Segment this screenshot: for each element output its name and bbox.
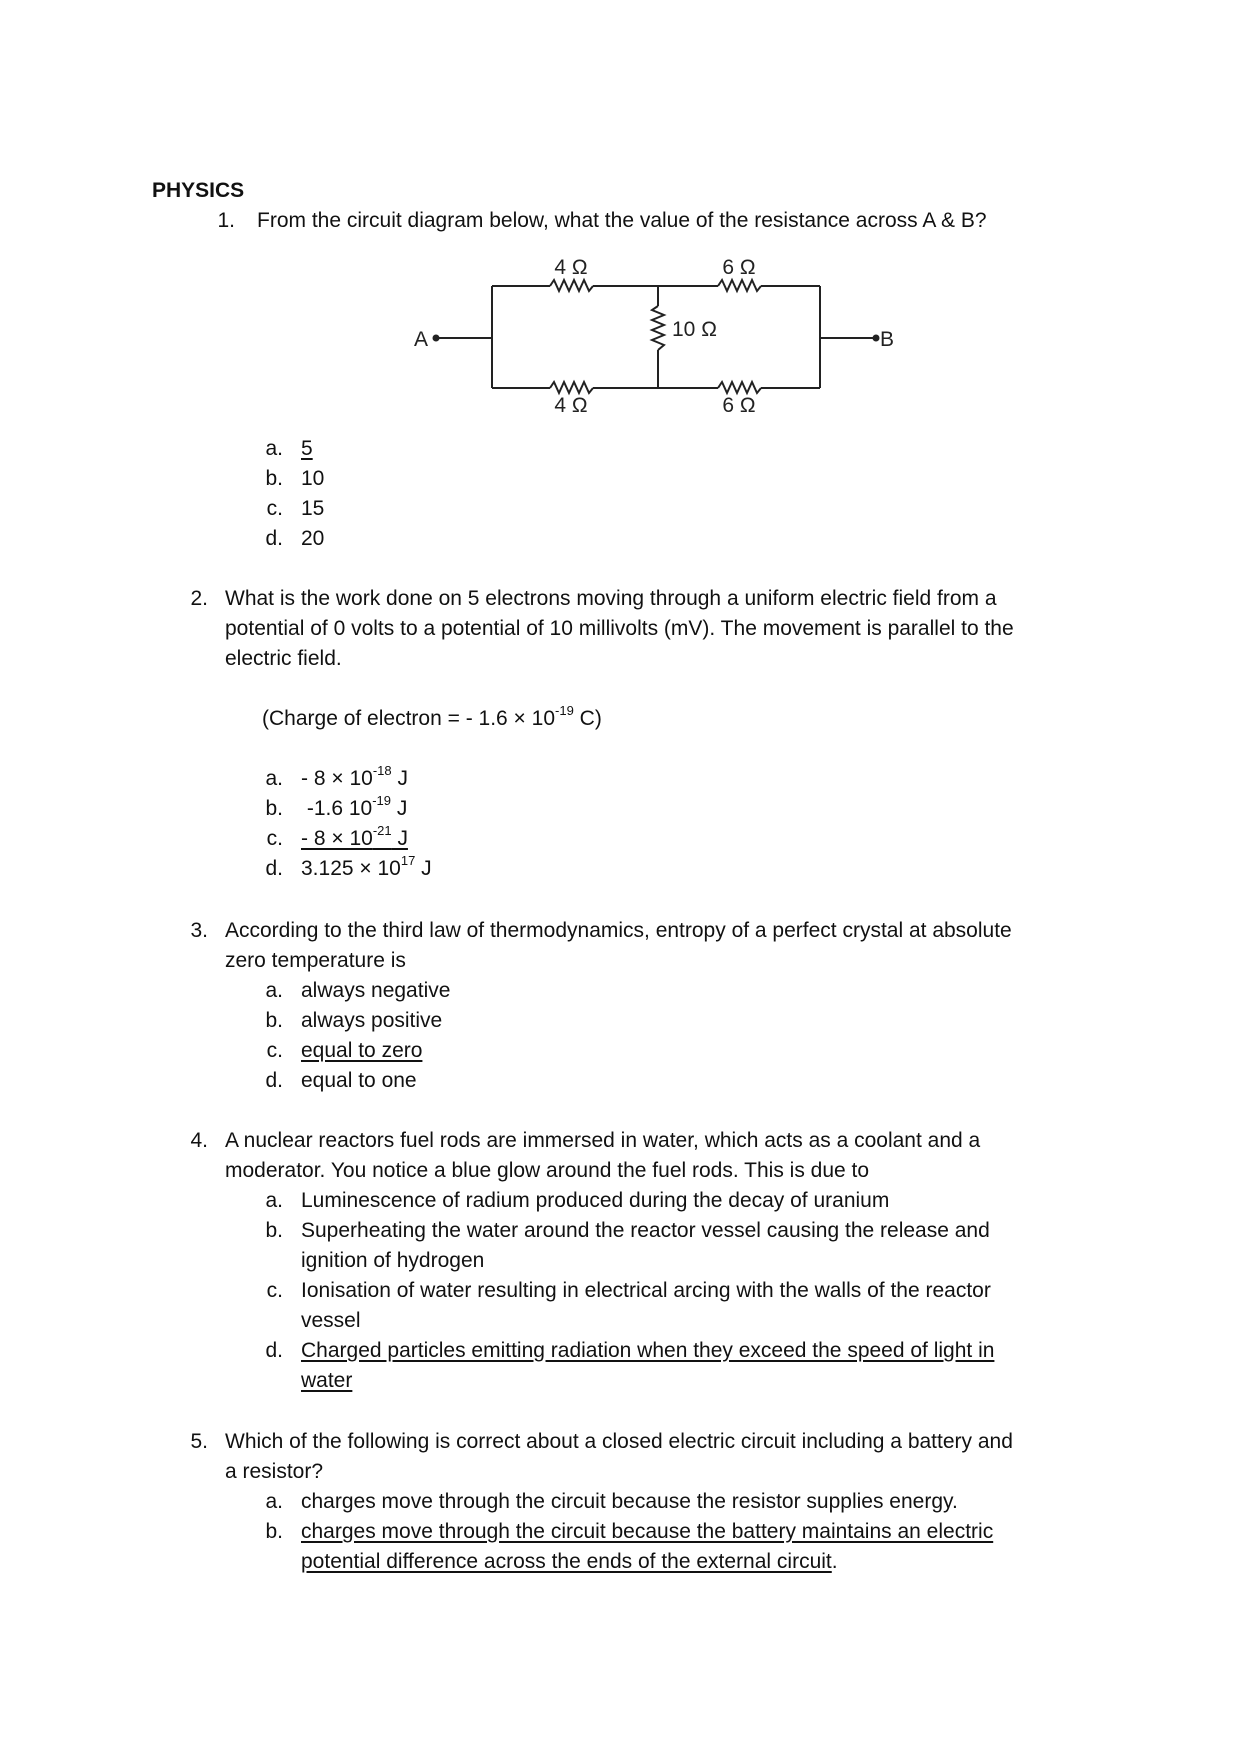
q3-option-d-text: equal to one bbox=[301, 1069, 417, 1092]
q4-option-c-letter: c. bbox=[266, 1279, 283, 1302]
q1-option-a-letter: a. bbox=[265, 437, 283, 460]
resistor-middle bbox=[652, 306, 664, 350]
q5-option-b-text-line-2: potential difference across the ends of the external circuit. bbox=[301, 1550, 838, 1573]
q3-option-c-letter: c. bbox=[266, 1039, 283, 1062]
q3-option-a-letter: a. bbox=[265, 979, 283, 1002]
q4-option-d-text-line-1: Charged particles emitting radiation when they exceed the speed of light in bbox=[301, 1339, 995, 1362]
resistor-bottom-right bbox=[718, 382, 761, 393]
question-1-number: 1. bbox=[217, 209, 235, 232]
question-3-number: 3. bbox=[190, 919, 208, 942]
q1-option-a-text: 5 bbox=[301, 437, 313, 460]
label-bottom-left-resistor: 4 Ω bbox=[554, 394, 588, 417]
q4-option-b-text-line-2: ignition of hydrogen bbox=[301, 1249, 485, 1272]
section-heading: PHYSICS bbox=[152, 179, 245, 202]
q1-option-d-text: 20 bbox=[301, 527, 325, 550]
q2-option-d-letter: d. bbox=[265, 857, 283, 880]
q4-option-a-letter: a. bbox=[265, 1189, 283, 1212]
q4-option-c-text-line-2: vessel bbox=[301, 1309, 361, 1332]
question-5-line-1: Which of the following is correct about a closed electric circuit including a battery and bbox=[225, 1430, 1013, 1453]
terminal-a-dot bbox=[433, 335, 440, 342]
question-5-number: 5. bbox=[190, 1430, 208, 1453]
question-2-number: 2. bbox=[190, 587, 208, 610]
resistor-top-left bbox=[550, 280, 593, 291]
terminal-b-label: B bbox=[880, 328, 895, 351]
q2-option-c-text: - $8 \times 10^{-21}$ J bbox=[301, 823, 408, 850]
q3-option-d-letter: d. bbox=[265, 1069, 283, 1092]
question-2-line-1: What is the work done on 5 electrons moving through a uniform electric field from a bbox=[225, 587, 997, 610]
q1-option-d-letter: d. bbox=[265, 527, 283, 550]
q1-option-c-letter: c. bbox=[266, 497, 283, 520]
q3-option-b-text: always positive bbox=[301, 1009, 443, 1032]
q3-option-a-text: always negative bbox=[301, 979, 451, 1002]
q5-option-a-letter: a. bbox=[265, 1490, 283, 1513]
q1-option-b-letter: b. bbox=[265, 467, 283, 490]
q2-option-b-text: -1.6 $10^{-19}$ J bbox=[301, 793, 408, 820]
q2-option-a-text: - $8 \times 10^{-18}$ J bbox=[301, 763, 408, 790]
q2-option-b-letter: b. bbox=[265, 797, 283, 820]
q4-option-c-text-line-1: Ionisation of water resulting in electrical arcing with the walls of the reactor bbox=[301, 1279, 991, 1302]
label-middle-resistor: 10 Ω bbox=[672, 318, 717, 341]
q2-charge-note: (Charge of electron = - $1.6 \times 10^{-19}$ C) bbox=[262, 703, 602, 730]
question-2-line-3: electric field. bbox=[225, 647, 342, 670]
q1-option-b-text: 10 bbox=[301, 467, 325, 490]
q4-option-a-text: Luminescence of radium produced during the decay of uranium bbox=[301, 1189, 890, 1212]
resistor-bottom-left bbox=[550, 382, 593, 393]
q1-option-c-text: 15 bbox=[301, 497, 325, 520]
question-4-line-1: A nuclear reactors fuel rods are immersed in water, which acts as a coolant and a bbox=[225, 1129, 981, 1152]
q3-option-c-text: equal to zero bbox=[301, 1039, 423, 1062]
question-2-line-2: potential of 0 volts to a potential of 10 millivolts (mV). The movement is parallel to the bbox=[225, 617, 1014, 640]
q5-option-b-letter: b. bbox=[265, 1520, 283, 1543]
q2-option-c-letter: c. bbox=[266, 827, 283, 850]
q2-option-a-letter: a. bbox=[265, 767, 283, 790]
question-4-number: 4. bbox=[190, 1129, 208, 1152]
q4-option-d-letter: d. bbox=[265, 1339, 283, 1362]
q3-option-b-letter: b. bbox=[265, 1009, 283, 1032]
label-top-right-resistor: 6 Ω bbox=[722, 256, 756, 279]
question-4-line-2: moderator. You notice a blue glow around the fuel rods. This is due to bbox=[225, 1159, 870, 1182]
question-3-line-2: zero temperature is bbox=[225, 949, 406, 972]
circuit-diagram bbox=[400, 240, 900, 420]
q5-option-b-text-line-1: charges move through the circuit because the battery maintains an electric bbox=[301, 1520, 994, 1543]
resistor-top-right bbox=[718, 280, 761, 291]
q4-option-d-text-line-2: water bbox=[301, 1369, 353, 1392]
question-5-line-2: a resistor? bbox=[225, 1460, 324, 1483]
label-top-left-resistor: 4 Ω bbox=[554, 256, 588, 279]
q2-option-d-text: $3.125 \times 10^{17}$ J bbox=[301, 853, 432, 880]
q4-option-b-text-line-1: Superheating the water around the reactor vessel causing the release and bbox=[301, 1219, 990, 1242]
q4-option-b-letter: b. bbox=[265, 1219, 283, 1242]
terminal-a-label: A bbox=[414, 328, 429, 351]
question-3-line-1: According to the third law of thermodynamics, entropy of a perfect crystal at absolute bbox=[225, 919, 1012, 942]
q5-option-a-text: charges move through the circuit because the resistor supplies energy. bbox=[301, 1490, 958, 1513]
label-bottom-right-resistor: 6 Ω bbox=[722, 394, 756, 417]
terminal-b-dot bbox=[873, 335, 880, 342]
question-1-text: From the circuit diagram below, what the value of the resistance across A & B? bbox=[257, 209, 987, 232]
